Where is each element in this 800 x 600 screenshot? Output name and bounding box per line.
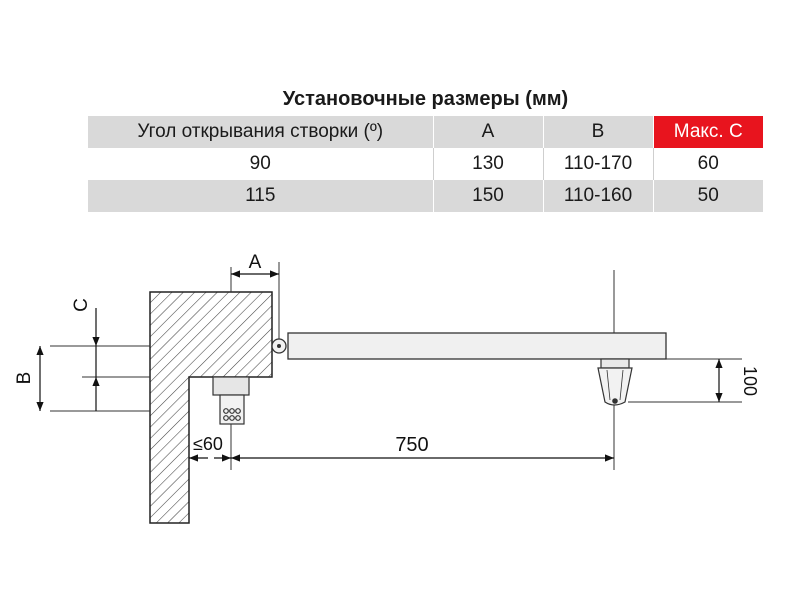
cell-a: 130 <box>433 148 543 180</box>
cell-b: 110-160 <box>543 180 653 212</box>
cell-max-c: 60 <box>653 148 763 180</box>
cell-max-c: 50 <box>653 180 763 212</box>
cell-b: 110-170 <box>543 148 653 180</box>
cell-angle: 90 <box>88 148 433 180</box>
arm <box>288 333 666 359</box>
label-min-gap: ≤60 <box>193 434 223 454</box>
closer-body <box>213 377 249 424</box>
label-c: C <box>71 298 92 312</box>
cell-angle: 115 <box>88 180 433 212</box>
label-bracket-height: 100 <box>740 365 760 397</box>
door-bracket <box>598 359 632 405</box>
header-max-c: Макс. C <box>653 116 763 148</box>
header-opening-angle: Угол открывания створки (º) <box>88 116 433 148</box>
header-a: A <box>433 116 543 148</box>
label-arm-length: 750 <box>395 434 429 456</box>
header-b: B <box>543 116 653 148</box>
table-title: Установочные размеры (мм) <box>88 82 763 116</box>
cell-a: 150 <box>433 180 543 212</box>
label-a: A <box>248 252 262 273</box>
wall-section <box>150 292 272 523</box>
label-b: B <box>14 371 35 385</box>
